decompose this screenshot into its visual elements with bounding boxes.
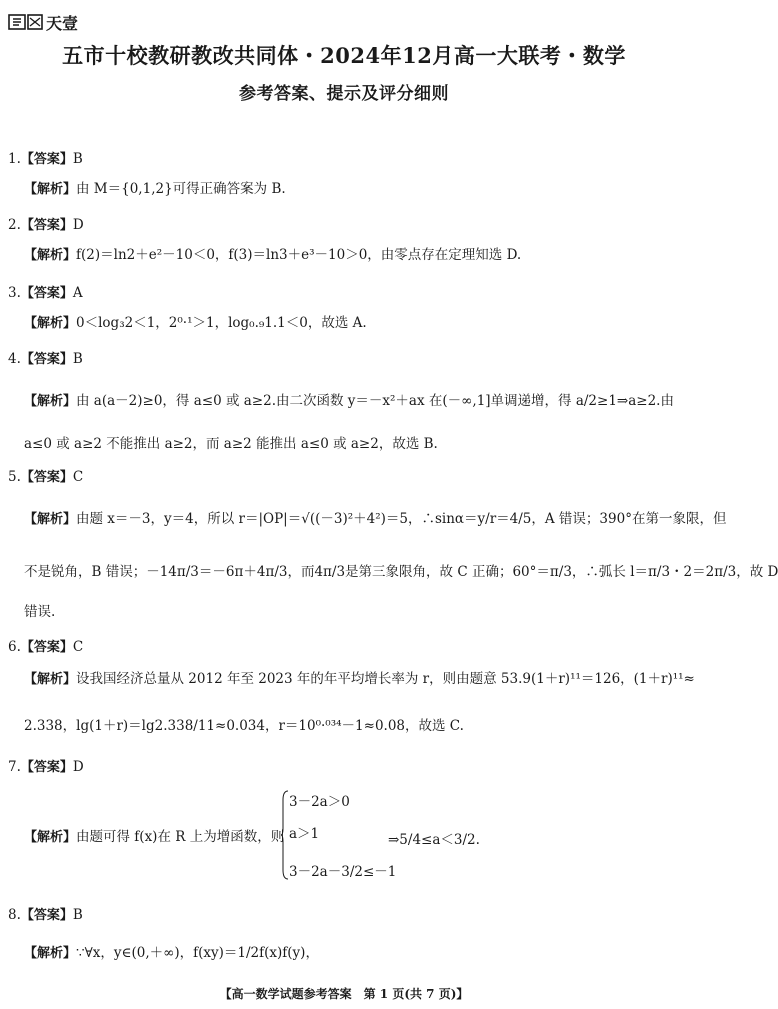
question-3-answer: 3.【答案】A xyxy=(8,285,83,301)
page-footer: 【高一数学试题参考答案 第 1 页(共 7 页)】 xyxy=(219,987,469,1001)
page-subtitle: 参考答案、提示及评分细则 xyxy=(239,84,449,104)
question-1-analysis: 【解析】由 M＝{0,1,2}可得正确答案为 B. xyxy=(24,181,286,197)
question-7-analysis: 【解析】由题可得 f(x)在 R 上为增函数，则 xyxy=(24,829,285,845)
question-4-analysis: 【解析】由 a(a－2)≥0，得 a≤0 或 a≥2.由二次函数 y＝－x²＋ax 在(－∞,1]单调递增，得 a/2≥1⇒a≥2.由 xyxy=(24,393,674,409)
question-7-answer: 7.【答案】D xyxy=(8,759,84,775)
publisher-logo xyxy=(8,12,84,32)
question-6-analysis: 【解析】设我国经济总量从 2012 年至 2023 年的年平均增长率为 r，则由题意 53.9(1＋r)¹¹＝126，(1＋r)¹¹≈ xyxy=(24,671,695,687)
question-8-analysis: 【解析】∵∀x，y∈(0,＋∞)，f(xy)＝1/2f(x)f(y)， xyxy=(24,945,319,961)
question-5-answer: 5.【答案】C xyxy=(8,469,84,485)
question-4-answer: 4.【答案】B xyxy=(8,351,83,367)
question-5-analysis-line-3: 错误. xyxy=(24,604,56,620)
question-4-analysis-line-2: a≤0 或 a≥2 不能推出 a≥2，而 a≥2 能推出 a≤0 或 a≥2，故选 B. xyxy=(24,436,438,452)
system-inequality-2: a＞1 xyxy=(289,826,320,842)
question-8-answer: 8.【答案】B xyxy=(8,907,83,923)
system-inequality-1: 3－2a＞0 xyxy=(289,794,350,810)
page-title: 五市十校教研教改共同体・2024年12月高一大联考・数学 xyxy=(62,43,626,68)
question-5-analysis-line-2: 不是锐角，B 错误；－14π/3＝－6π＋4π/3，而4π/3是第三象限角，故 C 正确；60°＝π/3，∴弧长 l＝π/3・2＝2π/3，故 D xyxy=(24,564,778,580)
question-6-answer: 6.【答案】C xyxy=(8,639,84,655)
question-1-answer: 1.【答案】B xyxy=(8,151,83,167)
question-7-result: ⇒5/4≤a＜3/2. xyxy=(388,832,480,848)
question-6-analysis-line-2: 2.338，lg(1＋r)＝lg2.338/11≈0.034，r＝10⁰·⁰³⁴－1≈0.08，故选 C. xyxy=(24,718,464,734)
question-2-answer: 2.【答案】D xyxy=(8,217,84,233)
question-2-analysis: 【解析】f(2)＝ln2＋e²－10＜0，f(3)＝ln3＋e³－10＞0，由零点存在定理知选 D. xyxy=(24,247,522,263)
logo-text: 天壹 xyxy=(46,14,79,33)
question-3-analysis: 【解析】0＜log₃2＜1，2⁰·¹＞1，log₀.₉1.1＜0，故选 A. xyxy=(24,315,367,331)
system-inequality-3: 3－2a－3/2≤－1 xyxy=(289,864,397,880)
question-5-analysis: 【解析】由题 x＝－3，y＝4，所以 r＝|OP|＝√((－3)²＋4²)＝5，∴sinα＝y/r＝4/5，A 错误；390°在第一象限，但 xyxy=(24,511,727,527)
brace-icon xyxy=(281,790,289,880)
